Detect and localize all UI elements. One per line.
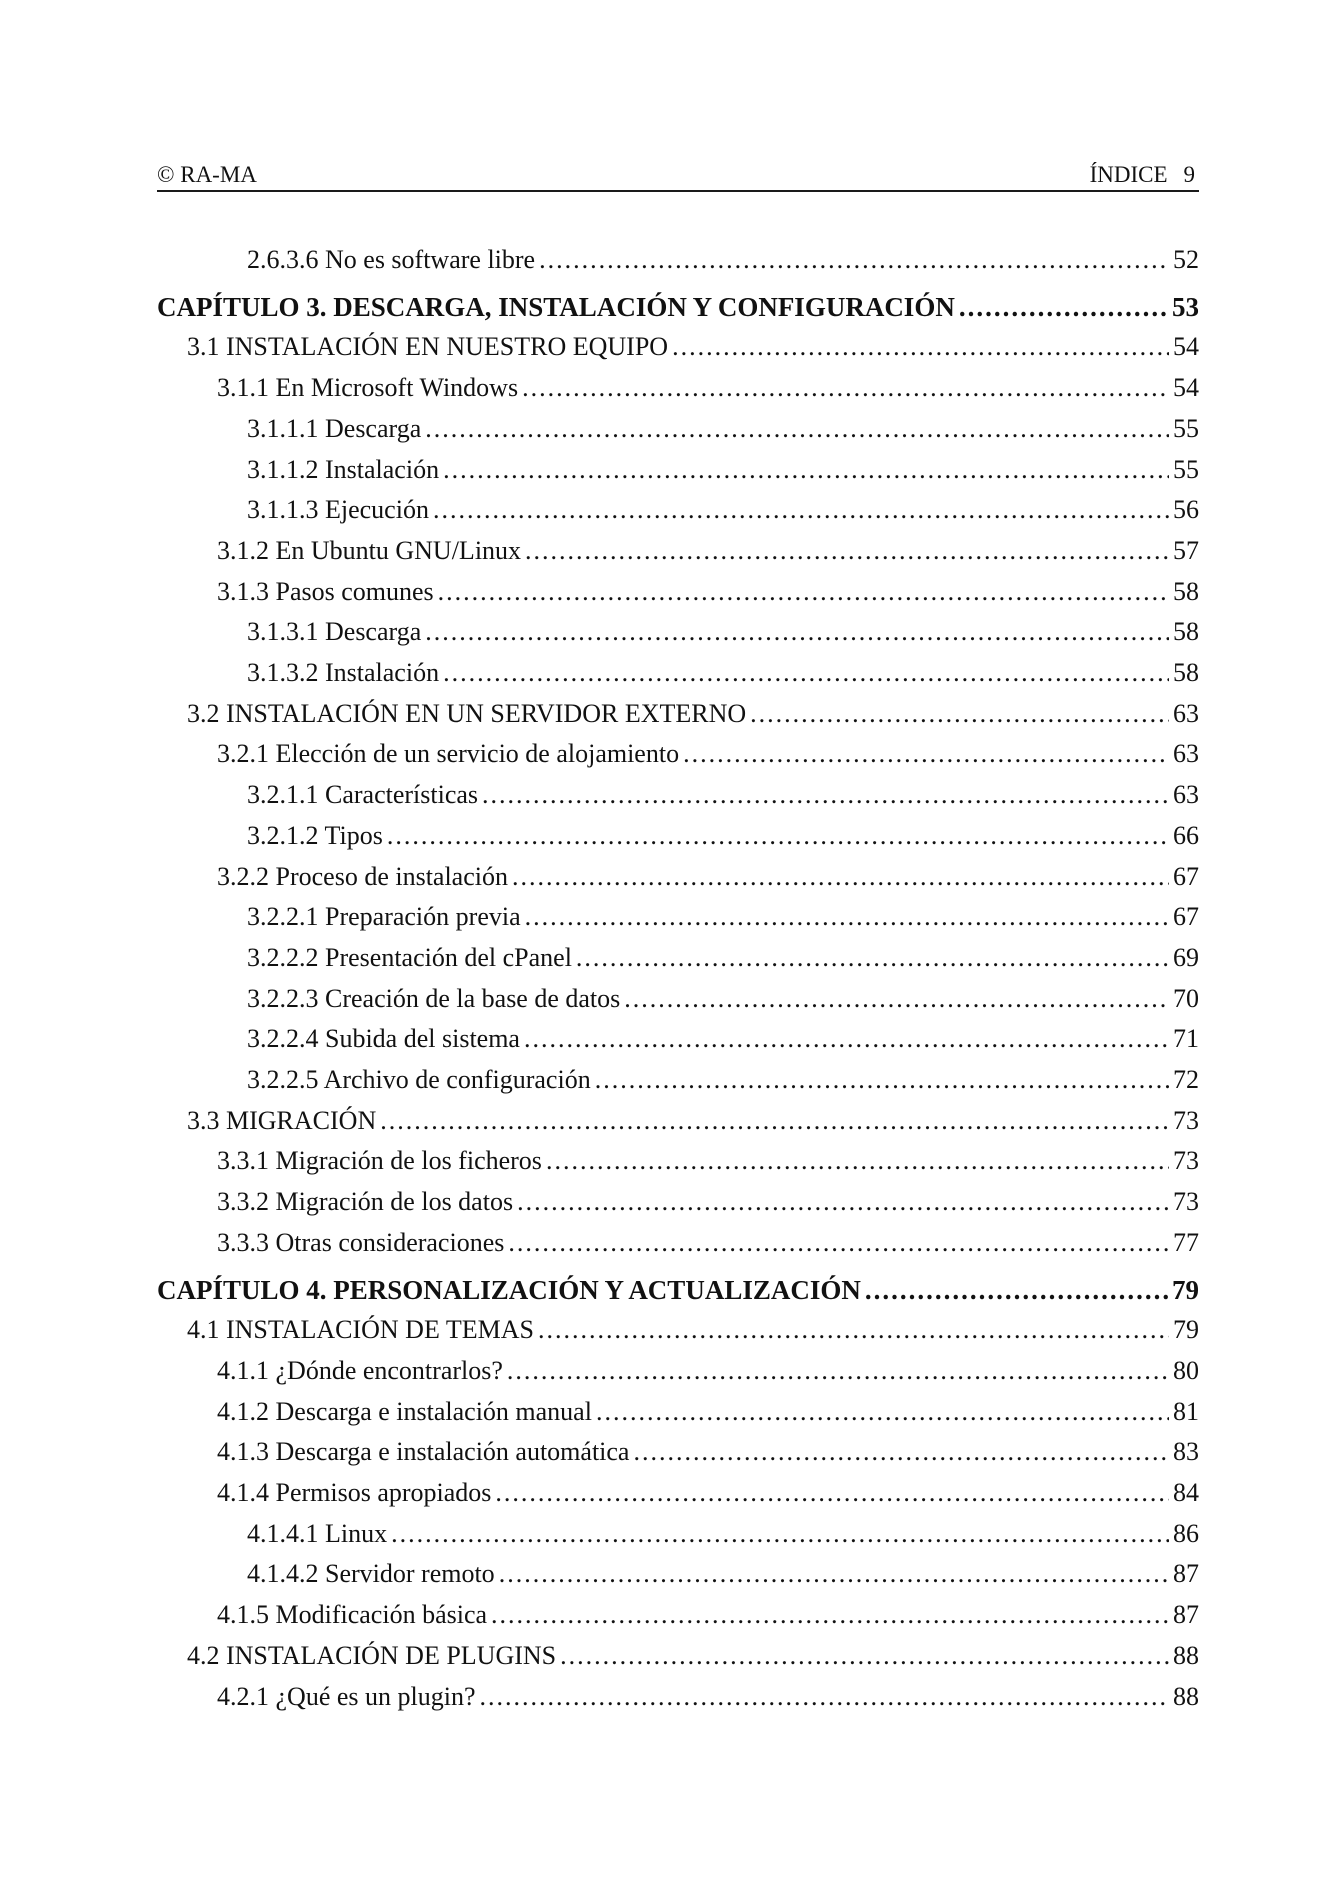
toc-chapter-row <box>157 287 1199 327</box>
dot-leader <box>576 938 1169 978</box>
toc-entry-title: 3.2.2.2 Presentación del cPanel <box>247 942 572 972</box>
toc-entry-row <box>157 1101 1199 1141</box>
toc-entry-page: 58 <box>1173 617 1199 647</box>
toc-entry-row <box>157 1351 1199 1391</box>
toc-entry-row <box>157 1473 1199 1513</box>
toc-entry-page: 86 <box>1173 1518 1199 1548</box>
toc-entry-row <box>157 368 1199 408</box>
dot-leader <box>538 1310 1169 1350</box>
toc-entry-title: CAPÍTULO 3. DESCARGA, INSTALACIÓN Y CONFIGURACIÓN <box>157 291 955 322</box>
toc-entry-page: 58 <box>1173 576 1199 606</box>
toc-entry-row <box>157 1514 1199 1554</box>
publisher-mark: © RA-MA <box>157 162 257 187</box>
dot-leader <box>750 694 1169 734</box>
dot-leader <box>633 1432 1169 1472</box>
toc-entry-title: 3.1.2 En Ubuntu GNU/Linux <box>217 535 522 565</box>
toc-entry-title: 4.1.4.2 Servidor remoto <box>247 1559 495 1589</box>
toc-entry-page: 63 <box>1173 739 1199 769</box>
dot-leader <box>672 327 1169 367</box>
toc-entry-page: 66 <box>1173 820 1199 850</box>
toc-entry-row <box>157 938 1199 978</box>
toc-entry-title: 3.3.3 Otras consideraciones <box>217 1227 505 1257</box>
toc-entry-page: 55 <box>1173 413 1199 443</box>
toc-entry-row <box>157 327 1199 367</box>
toc-entry-title: 4.1.4.1 Linux <box>247 1518 388 1548</box>
toc-entry-page: 77 <box>1173 1227 1199 1257</box>
toc-entry-row <box>157 1677 1199 1717</box>
dot-leader <box>525 531 1169 571</box>
toc-entry-row <box>157 572 1199 612</box>
toc-entry-row <box>157 1141 1199 1181</box>
toc-entry-title: 4.2 INSTALACIÓN DE PLUGINS <box>187 1640 557 1670</box>
toc-entry-page: 79 <box>1172 1274 1199 1305</box>
toc-entry-page: 73 <box>1173 1105 1199 1135</box>
dot-leader <box>560 1636 1169 1676</box>
dot-leader <box>546 1141 1169 1181</box>
toc-entry-row <box>157 1554 1199 1594</box>
toc-entry-row <box>157 1595 1199 1635</box>
toc-entry-title: 3.2.2.5 Archivo de configuración <box>247 1065 591 1094</box>
toc-entry-row <box>157 734 1199 774</box>
dot-leader <box>512 857 1169 897</box>
dot-leader <box>525 897 1169 937</box>
toc-entry-row <box>157 1310 1199 1350</box>
toc-entry-title: 3.2.1 Elección de un servicio de alojamiento <box>217 739 680 769</box>
dot-leader <box>433 490 1169 530</box>
toc-entry-page: 79 <box>1173 1315 1199 1345</box>
toc-entry-row <box>157 816 1199 856</box>
toc-entry-title: CAPÍTULO 4. PERSONALIZACIÓN Y ACTUALIZACIÓN <box>157 1274 861 1305</box>
toc-entry-page: 70 <box>1173 983 1199 1013</box>
toc-entry-title: 4.1.2 Descarga e instalación manual <box>217 1396 592 1426</box>
toc-entry-page: 52 <box>1173 245 1199 274</box>
toc-entry-title: 3.2 INSTALACIÓN EN UN SERVIDOR EXTERNO <box>187 698 747 728</box>
toc-entry-row <box>157 1636 1199 1676</box>
dot-leader <box>443 450 1169 490</box>
toc-entry-row <box>157 490 1199 530</box>
toc-entry-page: 73 <box>1173 1187 1199 1217</box>
toc-entry-title: 3.1 INSTALACIÓN EN NUESTRO EQUIPO <box>187 332 669 362</box>
dot-leader <box>425 612 1169 652</box>
toc-entry-page: 54 <box>1173 373 1199 403</box>
toc-entry-page: 73 <box>1173 1146 1199 1176</box>
dot-leader <box>508 1223 1169 1263</box>
toc-entry-page: 67 <box>1173 902 1199 932</box>
dot-leader <box>443 653 1169 693</box>
toc-entry-page: 81 <box>1173 1396 1199 1426</box>
dot-leader <box>387 816 1169 856</box>
dot-leader <box>499 1554 1169 1594</box>
dot-leader <box>491 1595 1169 1635</box>
toc-entry-title: 2.6.3.6 No es software libre <box>247 245 536 274</box>
toc-entry-row <box>157 531 1199 571</box>
dot-leader <box>380 1101 1169 1141</box>
dot-leader <box>517 1182 1169 1222</box>
section-title: ÍNDICE <box>1089 162 1168 187</box>
dot-leader <box>865 1270 1169 1310</box>
page-number: 9 <box>1183 162 1195 187</box>
toc-entry-page: 58 <box>1173 658 1199 687</box>
toc-entry-page: 72 <box>1173 1065 1199 1094</box>
dot-leader <box>438 572 1169 612</box>
toc-entry-page: 56 <box>1173 495 1199 525</box>
toc-entry-title: 3.1.1.2 Instalación <box>247 454 440 484</box>
dot-leader <box>495 1473 1169 1513</box>
dot-leader <box>596 1392 1169 1432</box>
dot-leader <box>482 775 1169 815</box>
toc-entry-title: 3.1.3.1 Descarga <box>247 617 422 647</box>
dot-leader <box>595 1060 1169 1100</box>
toc-entry-row <box>157 857 1199 897</box>
toc-entry-row <box>157 897 1199 937</box>
toc-entry-page: 55 <box>1173 454 1199 484</box>
toc-entry-row <box>157 1060 1199 1100</box>
toc-entry-title: 3.2.1.1 Características <box>247 780 479 810</box>
toc-entry-title: 4.2.1 ¿Qué es un plugin? <box>217 1681 476 1711</box>
toc-entry-title: 3.3 MIGRACIÓN <box>187 1105 377 1135</box>
toc-entry-page: 80 <box>1173 1355 1199 1385</box>
section-page-label <box>1090 162 1195 188</box>
dot-leader <box>391 1514 1169 1554</box>
toc-entry-page: 57 <box>1173 535 1199 565</box>
dot-leader <box>959 287 1169 327</box>
toc-chapter-row <box>157 1270 1199 1310</box>
toc-entry-title: 3.2.1.2 Tipos <box>247 820 383 850</box>
dot-leader <box>480 1677 1169 1717</box>
toc-entry-row <box>157 979 1199 1019</box>
toc-entry-title: 3.1.1 En Microsoft Windows <box>217 373 519 403</box>
toc-entry-title: 3.2.2 Proceso de instalación <box>217 861 508 891</box>
toc-entry-page: 69 <box>1173 942 1199 972</box>
toc-entry-title: 4.1.5 Modificación básica <box>217 1600 488 1630</box>
toc-entry-row <box>157 653 1199 693</box>
toc-entry-title: 4.1.4 Permisos apropiados <box>217 1478 492 1507</box>
toc-entry-title: 3.2.2.4 Subida del sistema <box>247 1024 520 1054</box>
toc-entry-title: 3.1.3.2 Instalación <box>247 658 440 687</box>
dot-leader <box>522 368 1169 408</box>
toc-entry-row <box>157 1392 1199 1432</box>
dot-leader <box>524 1019 1169 1059</box>
toc-entry-page: 84 <box>1173 1478 1199 1507</box>
toc-entry-row <box>157 694 1199 734</box>
toc-entry-page: 53 <box>1172 291 1199 322</box>
dot-leader <box>539 240 1169 280</box>
toc-entry-title: 3.1.1.1 Descarga <box>247 413 422 443</box>
toc-entry-page: 87 <box>1173 1600 1199 1630</box>
running-header <box>157 158 1199 192</box>
toc-entry-page: 88 <box>1173 1681 1199 1711</box>
toc-entry-page: 71 <box>1173 1024 1199 1054</box>
toc-entry-title: 4.1 INSTALACIÓN DE TEMAS <box>187 1315 534 1345</box>
dot-leader <box>624 979 1169 1019</box>
dot-leader <box>683 734 1169 774</box>
toc-entry-page: 67 <box>1173 861 1199 891</box>
toc-entry-row <box>157 1019 1199 1059</box>
toc-entry-title: 3.1.1.3 Ejecución <box>247 495 429 525</box>
toc-entry-row <box>157 240 1199 280</box>
toc-entry-page: 87 <box>1173 1559 1199 1589</box>
toc-entry-title: 3.3.1 Migración de los ficheros <box>217 1146 542 1176</box>
toc-entry-page: 88 <box>1173 1640 1199 1670</box>
dot-leader <box>425 409 1169 449</box>
toc-entry-title: 3.1.3 Pasos comunes <box>217 576 434 606</box>
toc-entry-row <box>157 1432 1199 1472</box>
toc-entry-page: 63 <box>1173 698 1199 728</box>
toc-entry-title: 4.1.1 ¿Dónde encontrarlos? <box>217 1355 503 1385</box>
toc-entry-row <box>157 1223 1199 1263</box>
toc-entry-title: 4.1.3 Descarga e instalación automática <box>217 1437 630 1467</box>
toc-entry-title: 3.3.2 Migración de los datos <box>217 1187 514 1217</box>
toc-entry-row <box>157 612 1199 652</box>
toc-entry-page: 54 <box>1173 332 1199 362</box>
toc-entry-title: 3.2.2.1 Preparación previa <box>247 902 521 932</box>
toc-entry-row <box>157 409 1199 449</box>
toc-entry-page: 83 <box>1173 1437 1199 1467</box>
toc-entry-title: 3.2.2.3 Creación de la base de datos <box>247 983 621 1013</box>
toc-entry-page: 63 <box>1173 780 1199 810</box>
toc-entry-row <box>157 775 1199 815</box>
toc-entry-row <box>157 1182 1199 1222</box>
toc-entry-row <box>157 450 1199 490</box>
dot-leader <box>507 1351 1169 1391</box>
